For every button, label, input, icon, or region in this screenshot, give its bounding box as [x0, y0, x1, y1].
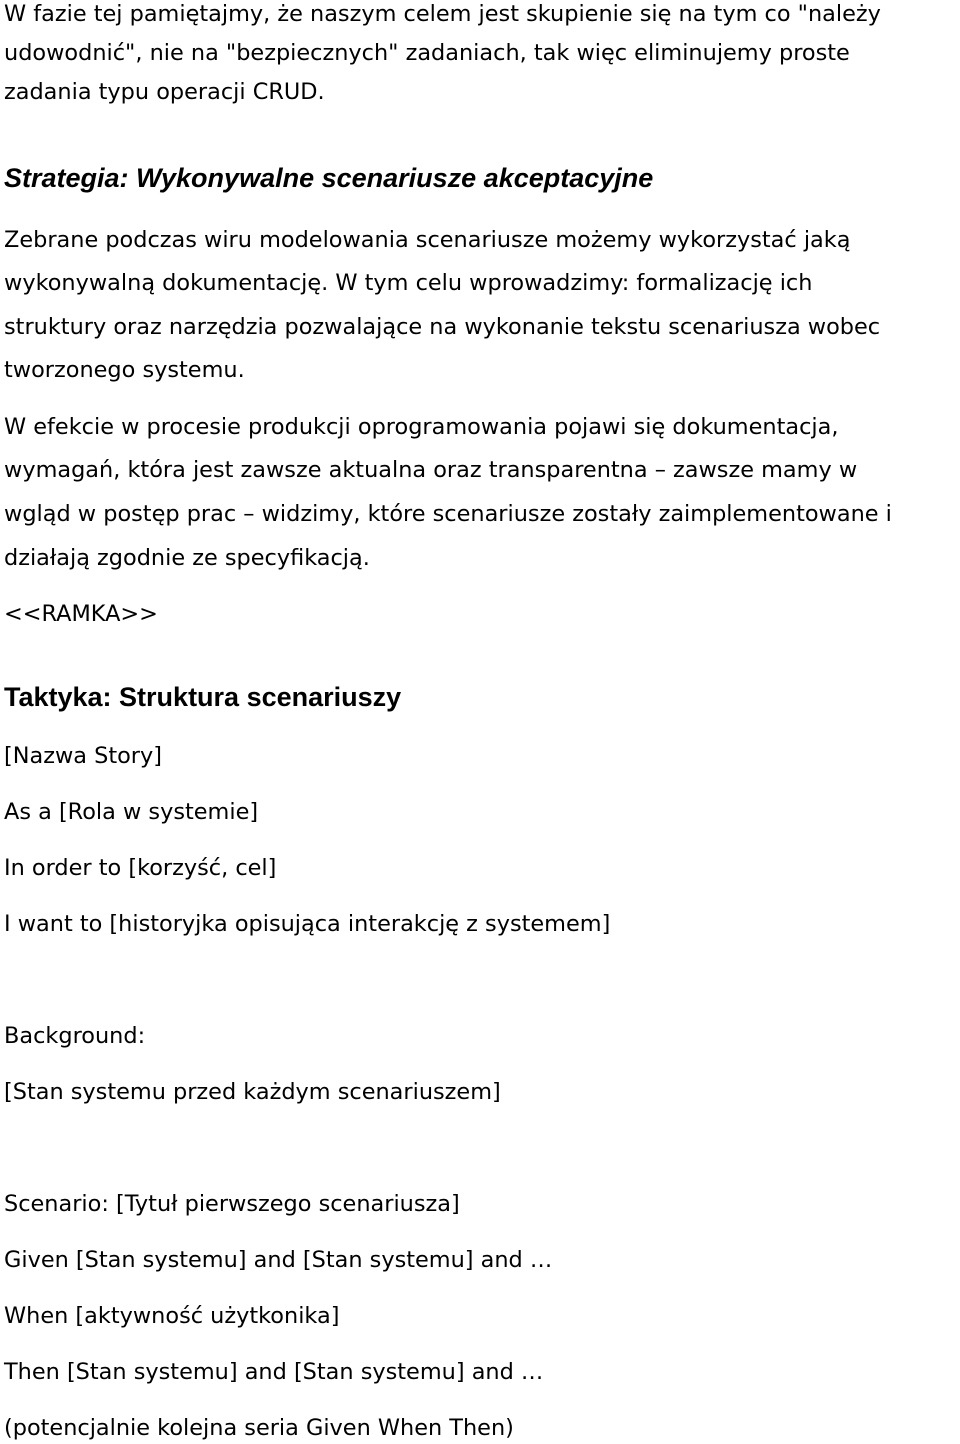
given-line: Given [Stan systemu] and [Stan systemu] and … [4, 1247, 553, 1273]
i-want-to-line: I want to [historyjka opisująca interakcję z systemem] [4, 911, 611, 937]
strategy-para1-line-1: Zebrane podczas wiru modelowania scenariusze możemy wykorzystać jaką [4, 227, 851, 253]
strategy-heading: Strategia: Wykonywalne scenariusze akceptacyjne [4, 163, 654, 193]
intro-line-3: zadania typu operacji CRUD. [4, 79, 325, 105]
strategy-para2-line-4: działają zgodnie ze specyfikacją. [4, 545, 370, 571]
in-order-to-line: In order to [korzyść, cel] [4, 855, 277, 881]
background-value: [Stan systemu przed każdym scenariuszem] [4, 1079, 501, 1105]
strategy-para2-line-2: wymagań, która jest zawsze aktualna oraz transparentna – zawsze mamy w [4, 457, 858, 483]
as-a-line: As a [Rola w systemie] [4, 799, 259, 825]
background-label: Background: [4, 1023, 146, 1049]
strategy-para1-line-4: tworzonego systemu. [4, 357, 245, 383]
intro-line-2: udowodnić", nie na "bezpiecznych" zadaniach, tak więc eliminujemy proste [4, 40, 850, 66]
strategy-para2-line-3: wgląd w postęp prac – widzimy, które scenariusze zostały zaimplementowane i [4, 501, 892, 527]
tactic-heading: Taktyka: Struktura scenariuszy [4, 682, 402, 712]
when-line: When [aktywność użytkonika] [4, 1303, 340, 1329]
story-name-line: [Nazwa Story] [4, 743, 162, 769]
then-line: Then [Stan systemu] and [Stan systemu] and … [4, 1359, 544, 1385]
frame-marker: <<RAMKA>> [4, 601, 158, 627]
more-line: (potencjalnie kolejna seria Given When Then) [4, 1415, 514, 1441]
strategy-para2-line-1: W efekcie w procesie produkcji oprogramowania pojawi się dokumentacja, [4, 414, 839, 440]
intro-line-1: W fazie tej pamiętajmy, że naszym celem jest skupienie się na tym co "należy [4, 1, 881, 27]
strategy-para1-line-3: struktury oraz narzędzia pozwalające na wykonanie tekstu scenariusza wobec [4, 314, 881, 340]
strategy-para1-line-2: wykonywalną dokumentację. W tym celu wprowadzimy: formalizację ich [4, 270, 813, 296]
scenario-line: Scenario: [Tytuł pierwszego scenariusza] [4, 1191, 460, 1217]
